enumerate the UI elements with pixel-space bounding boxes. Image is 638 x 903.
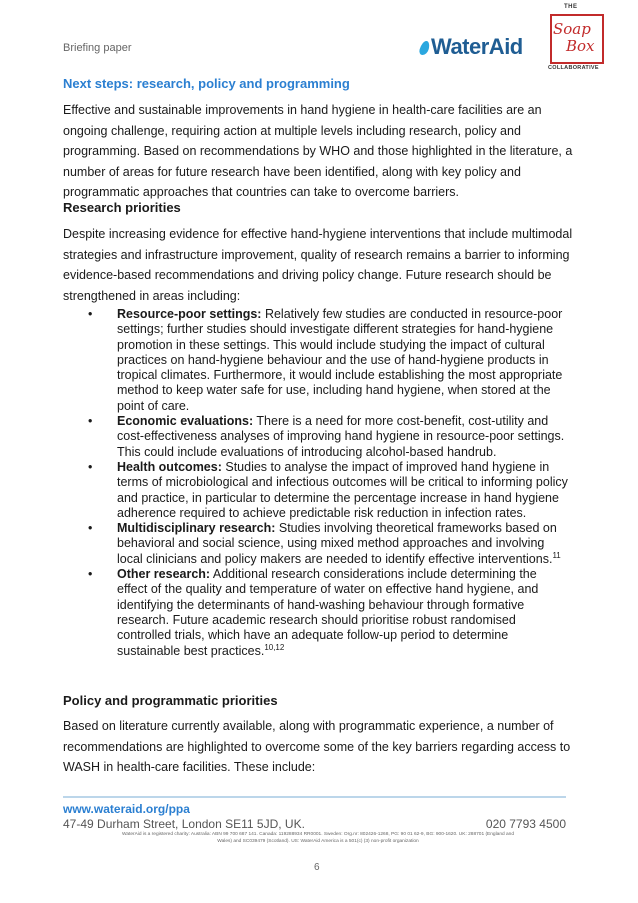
- list-item: [88, 460, 568, 521]
- soapbox-logo-the: THE: [564, 4, 578, 10]
- list-item: [88, 307, 568, 414]
- list-item: [88, 414, 568, 460]
- bullet-icon: •: [88, 521, 93, 536]
- list-item-text: Studies involving theoretical frameworks based on behavioral and social science, using mixed method approaches and involving local clinicians and policy makers are needed to identify effective interventions.: [117, 521, 557, 566]
- soapbox-logo: [540, 4, 612, 76]
- citation-ref: 10,12: [264, 642, 285, 652]
- wateraid-logo: [420, 34, 523, 60]
- policy-paragraph: Based on literature currently available, along with programmatic experience, a number of recommendations are highlighted to overcome some of the key barriers regarding access to WASH in health-care facilities. These include:: [63, 719, 571, 774]
- list-item-term: Economic evaluations:: [117, 414, 254, 429]
- section-title: Next steps: research, policy and programming: [63, 76, 350, 91]
- list-item-text: Additional research considerations include determining the effect of the quality and temperature of water on effective hand hygiene, and identifying the determinants of hand-washing behaviour through formative research. Future academic research should prioritise robust randomised controlled trials, which have an adequate follow-up period to determine sustainable best practices.: [117, 567, 539, 658]
- footer-address: 47-49 Durham Street, London SE11 5JD, UK.: [63, 817, 305, 831]
- list-item-text: Studies to analyse the impact of improved hand hygiene in terms of microbiological and infectious outcomes will be critical to informing policy and practice, in particular to determine the percentage increase in hand hygiene adherence required to achieve predictable risk reduction in infection rates.: [117, 459, 568, 520]
- list-item-term: Resource-poor settings:: [117, 307, 262, 321]
- research-heading: Research priorities: [63, 200, 181, 215]
- footer-divider: [63, 796, 566, 798]
- policy-heading: Policy and programmatic priorities: [63, 693, 278, 708]
- footer-phone: 020 7793 4500: [485, 817, 566, 831]
- list-item: [88, 521, 568, 567]
- list-item: [88, 567, 568, 659]
- soapbox-logo-collaborative: COLLABORATIVE: [548, 65, 599, 71]
- bullet-icon: •: [88, 307, 93, 321]
- intro-paragraph: Effective and sustainable improvements in hand hygiene in health-care facilities are an ongoing challenge, requiring action at multiple levels including research, policy and programming. Based on recommendations by WHO and those highlighted in the literature, a number of areas for future research have been identified, along with key policy and programmatic approaches that countries can take to overcome barriers.: [63, 103, 573, 199]
- research-priorities-list: [88, 307, 568, 659]
- list-item-text: Relatively few studies are conducted in resource-poor settings; further studies should investigate different strategies for hand-hygiene promotion in these settings. This would include studying the impact of cultural practices on hand-hygiene behaviour and the use of hand-hygiene products in tropical climates. Furthermore, it would include establishing the most appropriate method to keep water safe for use, including hand hygiene, when stored at the point of care.: [117, 307, 563, 413]
- bullet-icon: •: [88, 459, 93, 474]
- briefing-paper-label: Briefing paper: [63, 42, 132, 54]
- soapbox-logo-soap: Soap: [553, 20, 591, 38]
- list-item-term: Other research:: [117, 567, 211, 582]
- citation-ref: 11: [552, 550, 561, 560]
- water-drop-icon: [418, 41, 431, 55]
- soapbox-logo-box: Box: [566, 37, 595, 55]
- footer-url[interactable]: www.wateraid.org/ppa: [63, 802, 190, 816]
- wateraid-logo-text: WaterAid: [431, 34, 523, 59]
- footer-legal: WaterAid is a registered charity: Australia: ABN 99 700 687 141. Canada: 119288934 RR0001. Sweden: Org.nr: 802426-1268, PG: 90 01 62-9, BG: 900-1620. UK: 288701 (England and Wales) and SC039479 (Scotland). US: WaterAid America is a 501(c) (3) non-profit organization: [122, 832, 514, 844]
- list-item-term: Health outcomes:: [117, 459, 222, 474]
- research-paragraph: Despite increasing evidence for effective hand-hygiene interventions that include multimodal strategies and infrastructure improvement, quality of research remains a barrier to informing evidence-based recommendations and driving policy change. Future research should be strengthened in areas including:: [63, 227, 573, 303]
- bullet-icon: •: [88, 567, 93, 582]
- list-item-text: There is a need for more cost-benefit, cost-utility and cost-effectiveness analyses of improving hand hygiene in resource-poor settings. This could include evaluations of introducing alcohol-based handrub.: [117, 414, 565, 459]
- list-item-term: Multidisciplinary research:: [117, 521, 276, 536]
- page-number: 6: [314, 862, 320, 873]
- bullet-icon: •: [88, 414, 93, 429]
